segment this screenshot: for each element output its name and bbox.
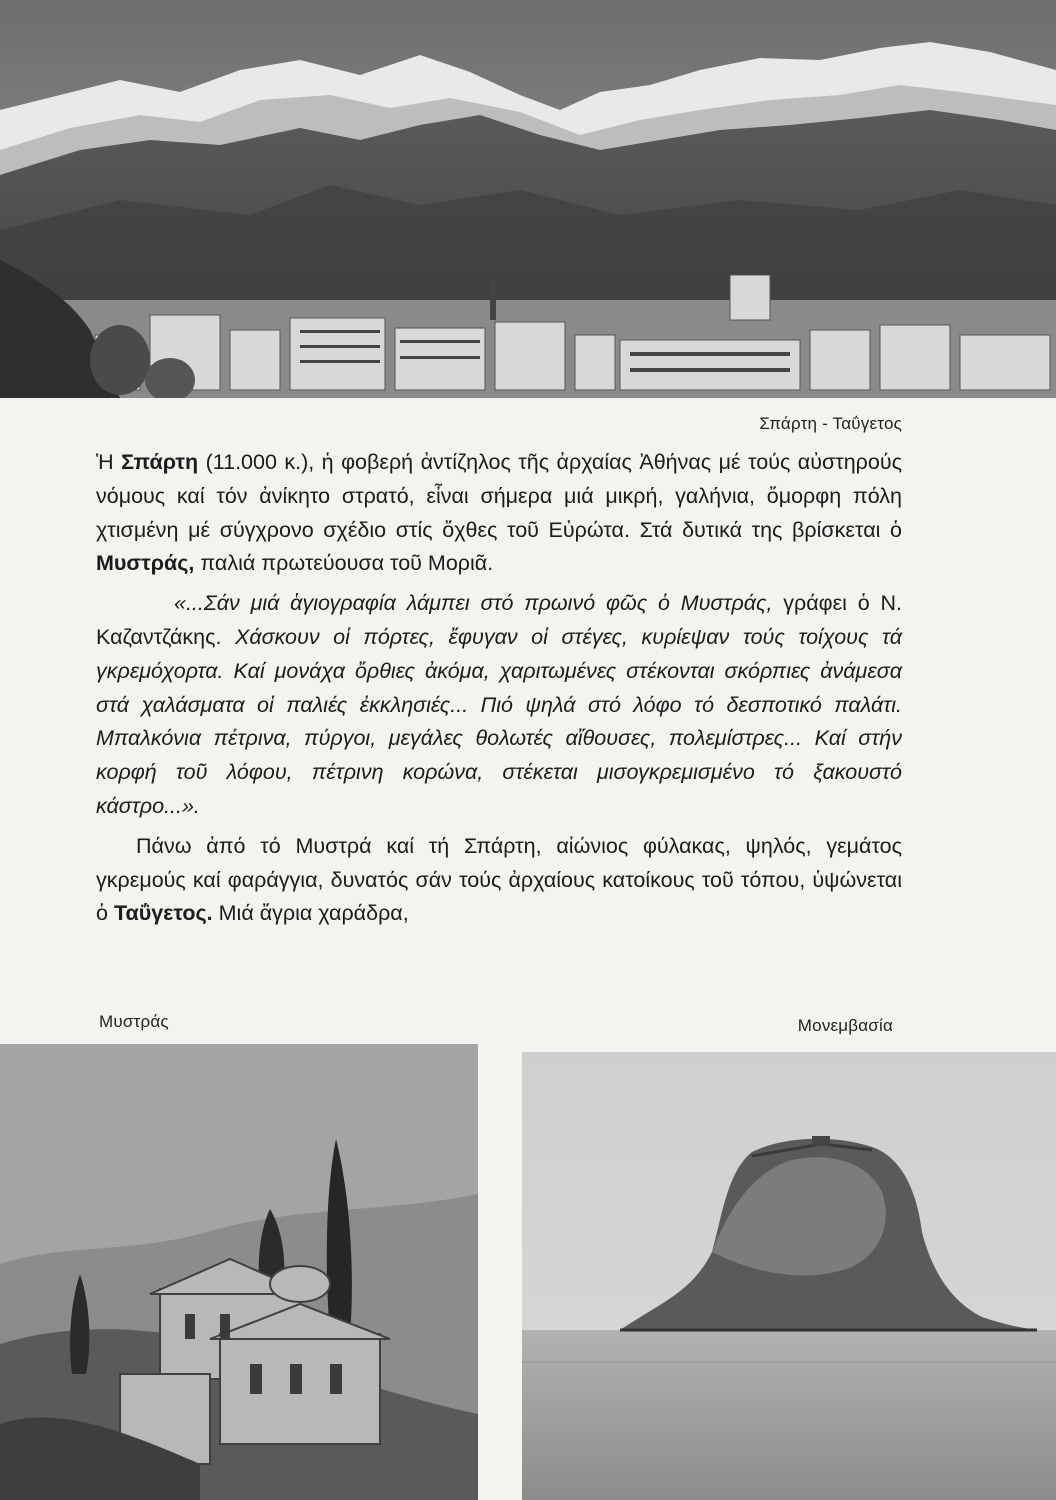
caption-sparta-taygetos: Σπάρτη - Ταΰγετος (759, 414, 902, 433)
sparta-bold: Σπάρτη (121, 450, 199, 474)
mystras-photo (0, 1044, 478, 1500)
sparta-taygetos-photo (0, 0, 1056, 398)
monemvasia-photo (522, 1052, 1056, 1500)
caption-monemvasia: Μονεμβασία (797, 1016, 893, 1035)
mystras-bold: Μυστράς, (96, 551, 195, 576)
paragraph-taygetos: Πάνω ἀπό τό Μυστρά καί τή Σπάρτη, αἰώνιος φύλακας, ψηλός, γεμάτος γκρεμούς καί φαράγγια, δυνατός σάν τούς ἀρχαίους κατοίκους τοῦ τόπου, ὑψώνεται ὁ Ταΰγετος. Μιά ἄγρια χαράδρα, (96, 833, 902, 926)
caption-mystras: Μυστράς (99, 1012, 169, 1031)
paragraph-kazantzakis-quote: «...Σάν μιά ἁγιογραφία λάμπει στό πρωινό φῶς ὁ Μυστράς, γράφει ὁ Ν. Καζαντζάκης. Χάσκουν οἱ πόρτες, ἔφυγαν οἱ στέγες, κυρίεψαν τούς τοίχους τά γκρεμόχορτα. Καί μονάχα ὄρθιες ἀκόμα, χαριτωμένες στέκονται σκόρπιες ἀνάμεσα στά χαλάσματα οἱ παλιές ἐκκλησιές... Πιό ψηλά στό λόφο τό δεσποτικό παλάτι. Μπαλκόνια πέτρινα, πύργοι, μεγάλες θολωτές αἴθουσες, πολεμίστρες... Καί στήν κορφή τοῦ λόφου, πέτρινη κορώνα, στέκεται μισογκρεμισμένο τό ξακουστό κάστρο...». (96, 591, 902, 818)
paragraph-sparta: Ἡ Σπάρτη (11.000 κ.), ἡ φοβερή ἀντίζηλος τῆς ἀρχαίας Ἀθήνας μέ τούς αὐστηρούς νόμους καί τόν ἀνίκητο στρατό, εἶναι σήμερα μιά μικρή, γαλήνια, ὄμορφη πόλη χτισμένη μέ σύγχρονο σχέδιο στίς ὄχθες τοῦ Εὐρώτα. Στά δυτικά της βρίσκεται ὁ Μυστράς, παλιά πρωτεύουσα τοῦ Μοριᾶ. (96, 450, 902, 576)
article-text (96, 446, 902, 931)
taygetos-bold: Ταΰγετος. (113, 901, 213, 926)
